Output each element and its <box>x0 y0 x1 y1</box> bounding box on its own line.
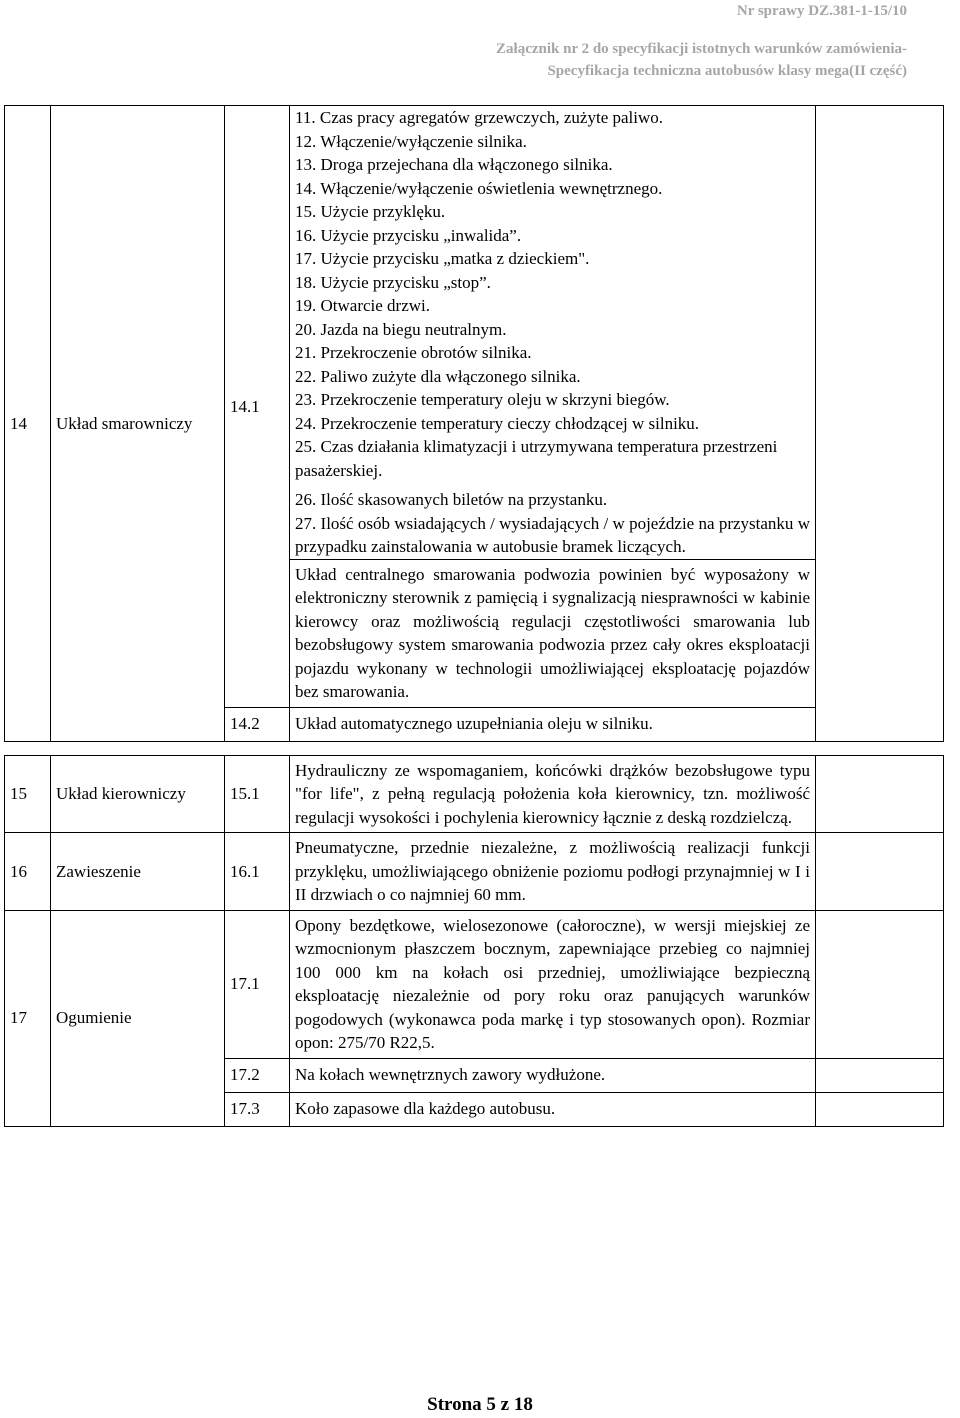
sub-number: 17.3 <box>225 1092 290 1126</box>
list-item: 26. Ilość skasowanych biletów na przystanku. <box>295 490 608 509</box>
row-name: Zawieszenie <box>51 833 225 911</box>
list-item: 18. Użycie przycisku „stop”. <box>295 272 491 292</box>
list-item: 12. Włączenie/wyłączenie silnika. <box>295 131 527 151</box>
sub-number: 15.1 <box>225 755 290 833</box>
description-cell: Na kołach wewnętrznych zawory wydłużone. <box>290 1058 816 1092</box>
sub-number: 14.1 <box>225 106 290 708</box>
table-row <box>5 755 944 833</box>
row-number: 16 <box>5 833 51 911</box>
description-cell: Pneumatyczne, przednie niezależne, z możliwością realizacji funkcji przyklęku, umożliwiającego obniżenie poziomu podłogi przynajmniej w I i II drzwiach o co najmniej 60 mm. <box>290 833 816 911</box>
row-name: Układ kierowniczy <box>51 755 225 833</box>
list-item: 20. Jazda na biegu neutralnym. <box>295 319 507 339</box>
list-item: 17. Użycie przycisku „matka z dzieckiem". <box>295 249 590 268</box>
table-row <box>5 106 944 560</box>
row-number: 17 <box>5 910 51 1126</box>
blank-cell <box>816 833 944 911</box>
list-item: 13. Droga przejechana dla włączonego silnika. <box>295 155 613 174</box>
sub-number: 17.1 <box>225 910 290 1058</box>
attachment-title: Załącznik nr 2 do specyfikacji istotnych warunków zamówienia- <box>496 41 907 57</box>
list-item: 16. Użycie przycisku „inwalida”. <box>295 225 522 245</box>
case-number: Nr sprawy DZ.381-1-15/10 <box>736 3 907 19</box>
list-item: 23. Przekroczenie temperatury oleju w skrzyni biegów. <box>295 390 670 409</box>
list-item: 22. Paliwo zużyte dla włączonego silnika. <box>295 366 581 386</box>
list-cell <box>290 106 816 560</box>
description-cell: Układ automatycznego uzupełniania oleju w silniku. <box>290 707 816 741</box>
blank-cell <box>816 1092 944 1126</box>
list-item: 25. Czas działania klimatyzacji i utrzymywana temperatura przestrzeni pasażerskiej. <box>295 437 778 480</box>
list-item: 24. Przekroczenie temperatury cieczy chłodzącej w silniku. <box>295 413 700 433</box>
table-row <box>5 833 944 911</box>
description-cell: Hydrauliczny ze wspomaganiem, końcówki drążków bezobsługowe typu "for life", z pełną regulacją położenia koła kierownicy, tzn. możliwość regulacji wysokości i pochylenia kierownicy łącznie z deską rozdzielczą. <box>290 755 816 833</box>
list-item: 15. Użycie przyklęku. <box>295 202 446 221</box>
row-name: Ogumienie <box>51 910 225 1126</box>
table-row <box>5 910 944 1058</box>
sub-number: 14.2 <box>225 707 290 741</box>
list-item: 14. Włączenie/wyłączenie oświetlenia wewnętrznego. <box>295 178 663 198</box>
list-item: 21. Przekroczenie obrotów silnika. <box>295 343 532 362</box>
specification-table <box>4 105 944 1127</box>
description-cell: Opony bezdętkowe, wielosezonowe (całoroczne), w wersji miejskiej ze wzmocnionym płaszczem bocznym, zapewniające przebieg co najmniej 100 000 km na kołach osi przedniej, umożliwiające bezpieczną eksploatację niezależnie od pory roku oraz panujących warunków pogodowych (wykonawca poda markę i typ stosowanych opon). Rozmiar opon: 275/70 R22,5. <box>290 910 816 1058</box>
blank-cell <box>816 1058 944 1092</box>
row-number: 15 <box>5 755 51 833</box>
blank-cell <box>816 106 944 742</box>
row-number: 14 <box>5 106 51 742</box>
sub-number: 16.1 <box>225 833 290 911</box>
blank-cell <box>816 755 944 833</box>
description-cell: Układ centralnego smarowania podwozia powinien być wyposażony w elektroniczny sterownik z pamięcią i sygnalizacją niesprawności w kabinie kierowcy oraz możliwością regulacji częstotliwości smarowania lub bezobsługowy system smarowania podwozia przez cały okres eksploatacji pojazdu wykonany w technologii umożliwiającej eksploatację pojazdów bez smarowania. <box>290 559 816 707</box>
list-item: 11. Czas pracy agregatów grzewczych, zużyte paliwo. <box>295 108 664 127</box>
specification-title: Specyfikacja techniczna autobusów klasy mega(II część) <box>547 63 907 79</box>
sub-number: 17.2 <box>225 1058 290 1092</box>
row-name: Układ smarowniczy <box>51 106 225 742</box>
page-number: Strona 5 z 18 <box>427 1394 533 1415</box>
list-item: 27. Ilość osób wsiadających / wysiadających / w pojeździe na przystanku w przypadku zainstalowania w autobusie bramek liczących. <box>295 513 810 556</box>
description-cell: Koło zapasowe dla każdego autobusu. <box>290 1092 816 1126</box>
blank-cell <box>816 910 944 1058</box>
list-item: 19. Otwarcie drzwi. <box>295 296 431 315</box>
